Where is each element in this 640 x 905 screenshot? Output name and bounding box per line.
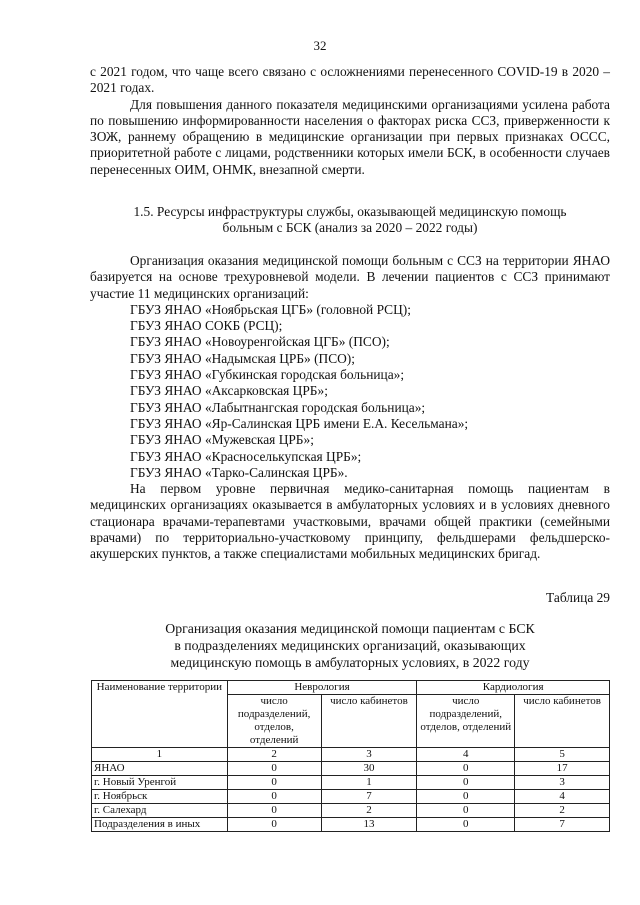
- cardio-units-value: 0: [417, 762, 515, 776]
- section-heading-line1: 1.5. Ресурсы инфраструктуры службы, оказывающей медицинскую помощь: [133, 204, 567, 219]
- territory-name: Подразделения в иных: [92, 818, 228, 832]
- cardio-units-value: 0: [417, 804, 515, 818]
- paragraph-continuation: с 2021 годом, что чаще всего связано с осложнениями перенесенного COVID-19 в 2020 – 2021 годах.: [90, 64, 610, 96]
- column-number: 3: [321, 748, 417, 762]
- organization-list: [90, 302, 610, 481]
- cardio-cabinets-value: 2: [515, 804, 610, 818]
- header-cardiology: Кардиология: [417, 681, 610, 695]
- table-caption: [90, 620, 610, 671]
- org-intro-paragraph: Организация оказания медицинской помощи больным с ССЗ на территории ЯНАО базируется на основе трехуровневой модели. В лечении пациентов с ССЗ принимают участие 11 медицинских организаций:: [90, 253, 610, 301]
- organization-item: ГБУЗ ЯНАО «Надымская ЦРБ» (ПСО);: [130, 350, 355, 366]
- organization-item: ГБУЗ ЯНАО «Лабытнангская городская больница»;: [130, 399, 426, 415]
- cardio-units-value: 0: [417, 790, 515, 804]
- organization-item: ГБУЗ ЯНАО СОКБ (РСЦ);: [130, 318, 283, 334]
- first-level-paragraph: На первом уровне первичная медико-санитарная помощь пациентам в медицинских организациях оказывается в амбулаторных условиях и в условиях дневного стационара врачами-терапевтами участковыми, врачами общей практики (семейными врачами) по территориально-участковому принципу, фельдшерами фельдшерско-акушерских пунктов, а также специалистами мобильных медицинских бригад.: [90, 481, 610, 562]
- table-row: [92, 818, 610, 832]
- section-heading-line2: больным с БСК (анализ за 2020 – 2022 годы): [222, 220, 478, 236]
- neuro-cabinets-value: 30: [321, 762, 417, 776]
- organization-item: ГБУЗ ЯНАО «Яр-Салинская ЦРБ имени Е.А. Кесельмана»;: [130, 415, 469, 431]
- territory-name: г. Салехард: [92, 804, 228, 818]
- column-number: 2: [227, 748, 321, 762]
- paragraph-improvement: Для повышения данного показателя медицинскими организациями усилена работа по повышению информированности населения о факторах риска ССЗ, приверженности к ЗОЖ, раннему обращению в медицинские организации при первых признаках ОССС, приоритетной работе с лицами, родственники которых имели БСК, в особенности случаев перенесенных ОИМ, ОНМК, внезапной смерти.: [90, 96, 610, 177]
- subheader-neuro-cabinets: число кабинетов: [321, 695, 417, 748]
- cardio-cabinets-value: 4: [515, 790, 610, 804]
- territory-name: г. Новый Уренгой: [92, 776, 228, 790]
- subheader-cardio-units: число подразделений, отделов, отделений: [417, 695, 515, 748]
- organization-item: ГБУЗ ЯНАО «Тарко-Салинская ЦРБ».: [130, 464, 348, 480]
- header-territory: Наименование территории: [92, 681, 228, 748]
- cardio-units-value: 0: [417, 818, 515, 832]
- table-caption-line3: медицинскую помощь в амбулаторных условиях, в 2022 году: [170, 655, 530, 670]
- table-number: Таблица 29: [546, 590, 610, 605]
- organization-item: ГБУЗ ЯНАО «Новоуренгойская ЦГБ» (ПСО);: [130, 334, 390, 350]
- table-row: [92, 776, 610, 790]
- neuro-units-value: 0: [227, 776, 321, 790]
- organization-block: [90, 253, 610, 563]
- table-row: [92, 790, 610, 804]
- cardio-cabinets-value: 17: [515, 762, 610, 776]
- table-caption-line2: в подразделениях медицинских организаций, оказывающих: [174, 638, 526, 653]
- territory-name: ЯНАО: [92, 762, 228, 776]
- column-number-row: [92, 748, 610, 762]
- neuro-cabinets-value: 1: [321, 776, 417, 790]
- organization-item: ГБУЗ ЯНАО «Мужевская ЦРБ»;: [130, 432, 314, 448]
- neuro-cabinets-value: 13: [321, 818, 417, 832]
- data-table: [91, 680, 610, 832]
- organization-item: ГБУЗ ЯНАО «Аксарковская ЦРБ»;: [130, 383, 328, 399]
- table-row: [92, 804, 610, 818]
- page-number: 32: [313, 38, 327, 53]
- column-number: 4: [417, 748, 515, 762]
- header-neurology: Неврология: [227, 681, 417, 695]
- territory-name: г. Ноябрьск: [92, 790, 228, 804]
- table-header-row: [92, 681, 610, 695]
- neuro-cabinets-value: 7: [321, 790, 417, 804]
- table-row: [92, 762, 610, 776]
- organization-item: ГБУЗ ЯНАО «Ноябрьская ЦГБ» (головной РСЦ);: [130, 301, 411, 317]
- section-heading: [90, 204, 610, 237]
- table-caption-line1: Организация оказания медицинской помощи пациентам с БСК: [165, 621, 535, 636]
- neuro-units-value: 0: [227, 818, 321, 832]
- cardio-cabinets-value: 3: [515, 776, 610, 790]
- subheader-cardio-cabinets: число кабинетов: [515, 695, 610, 748]
- neuro-cabinets-value: 2: [321, 804, 417, 818]
- organization-item: ГБУЗ ЯНАО «Губкинская городская больница»;: [130, 367, 405, 383]
- intro-block: [90, 64, 610, 178]
- column-number: 5: [515, 748, 610, 762]
- cardio-units-value: 0: [417, 776, 515, 790]
- neuro-units-value: 0: [227, 790, 321, 804]
- cardio-cabinets-value: 7: [515, 818, 610, 832]
- neuro-units-value: 0: [227, 762, 321, 776]
- subheader-neuro-units: число подразделений, отделов, отделений: [227, 695, 321, 748]
- neuro-units-value: 0: [227, 804, 321, 818]
- organization-item: ГБУЗ ЯНАО «Красноселькупская ЦРБ»;: [130, 448, 362, 464]
- column-number: 1: [92, 748, 228, 762]
